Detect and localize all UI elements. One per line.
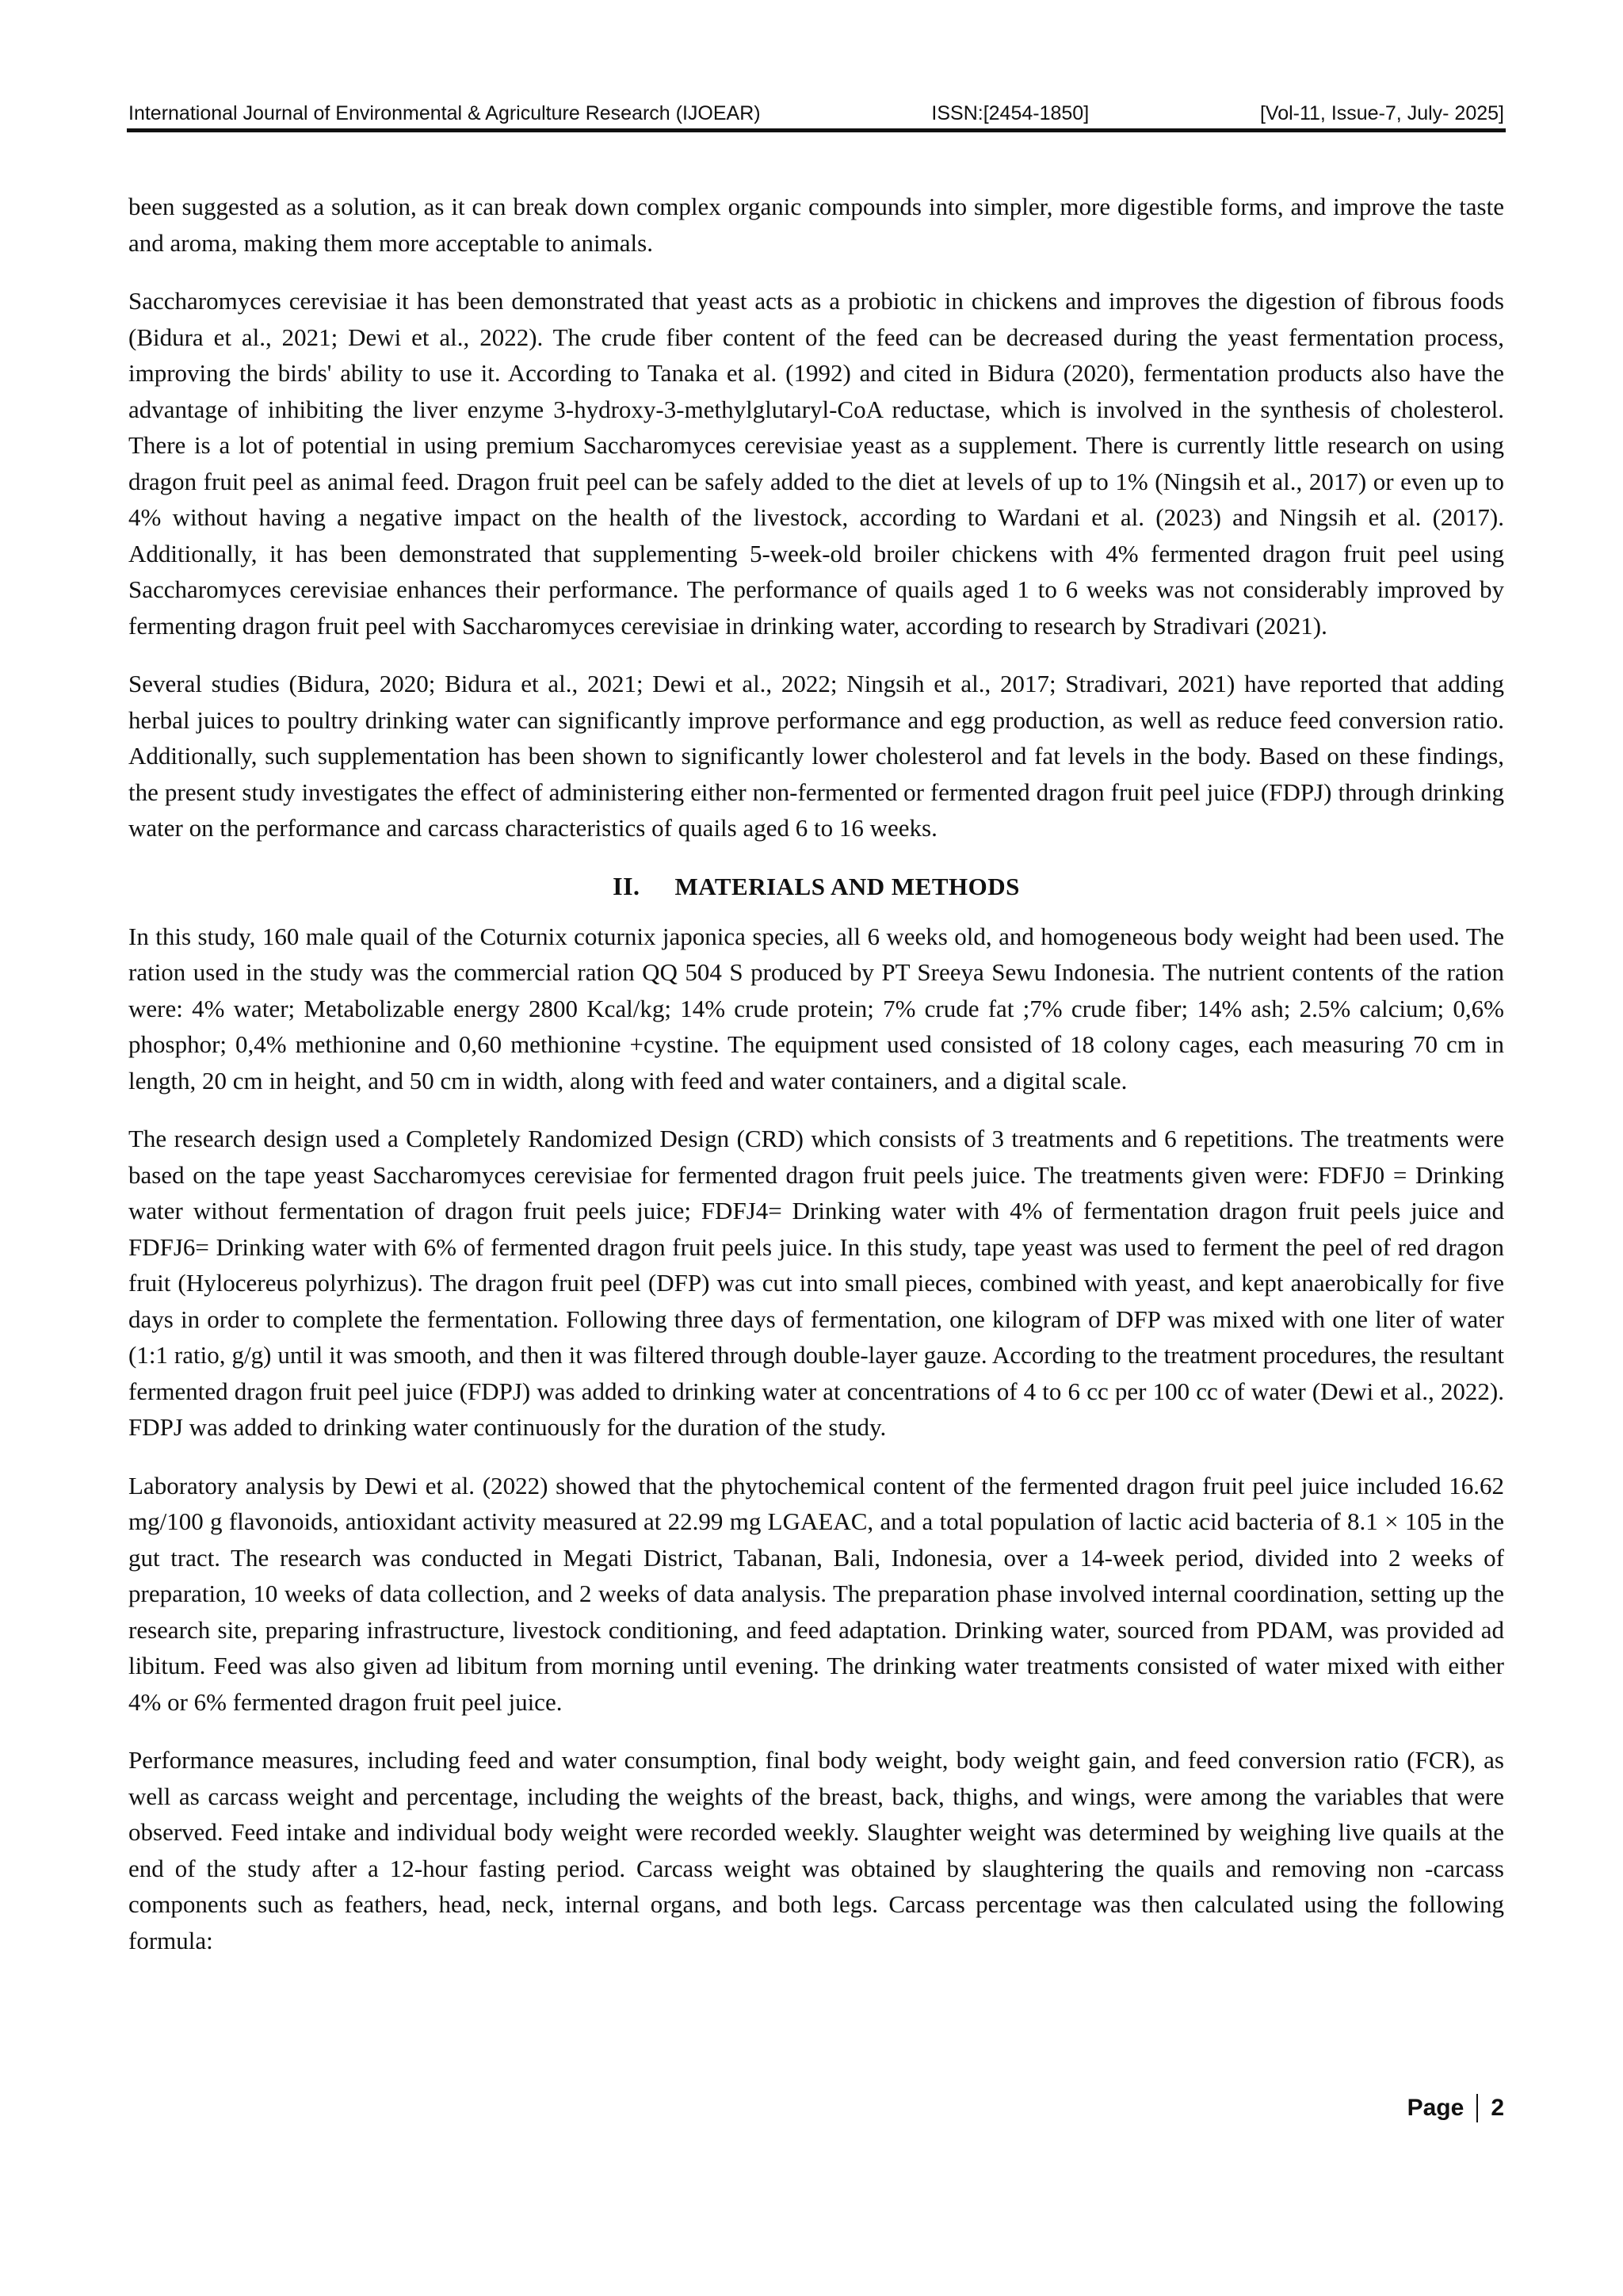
issn: ISSN:[2454-1850] [931, 102, 1090, 124]
section-title: MATERIALS AND METHODS [674, 872, 1020, 900]
paragraph: In this study, 160 male quail of the Coturnix coturnix japonica species, all 6 weeks old, and homogeneous body weight had been used. The ration used in the study was the commercial ration QQ 504 S produced by PT Sreeya Sewu Indonesia. The nutrient contents of the ration were: 4% water; Metabolizable energy 2800 Kcal/kg; 14% crude protein; 7% crude fat ;7% crude fiber; 14% ash; 2.5% calcium; 0,6% phosphor; 0,4% methionine and 0,60 methionine +cystine. The equipment used consisted of 18 colony cages, each measuring 70 cm in length, 20 cm in height, and 50 cm in width, along with feed and water containers, and a digital scale. [128, 922, 1504, 1095]
section-heading [128, 869, 1504, 904]
article-body [128, 189, 1504, 1981]
section-number: II. [613, 871, 640, 900]
paragraph: Several studies (Bidura, 2020; Bidura et al., 2021; Dewi et al., 2022; Ningsih et al., 2017; Stradivari, 2021) have reported that adding herbal juices to poultry drinking water can significantly improve performance and egg production, as well as reduce feed conversion ratio. Additionally, such supplementation has been shown to significantly lower cholesterol and fat levels in the body. Based on these findings, the present study investigates the effect of administering either non-fermented or fermented dragon fruit peel juice (FDPJ) through drinking water on the performance and carcass characteristics of quails aged 6 to 16 weeks. [128, 670, 1504, 842]
page-label: Page [1407, 2095, 1465, 2121]
page-number: 2 [1491, 2095, 1504, 2121]
paragraph: Saccharomyces cerevisiae it has been demonstrated that yeast acts as a probiotic in chickens and improves the digestion of fibrous foods (Bidura et al., 2021; Dewi et al., 2022). The crude fiber content of the feed can be decreased during the yeast fermentation process, improving the birds' ability to use it. According to Tanaka et al. (1992) and cited in Bidura (2020), fermentation products also have the advantage of inhibiting the liver enzyme 3-hydroxy-3-methylglutaryl-CoA reductase, which is involved in the synthesis of cholesterol. There is a lot of potential in using premium Saccharomyces cerevisiae yeast as a supplement. There is currently little research on using dragon fruit peel as animal feed. Dragon fruit peel can be safely added to the diet at levels of up to 1% (Ningsih et al., 2017) or even up to 4% without having a negative impact on the health of the livestock, according to Wardani et al. (2023) and Ningsih et al. (2017). Additionally, it has been demonstrated that supplementing 5-week-old broiler chickens with 4% fermented dragon fruit peel using Saccharomyces cerevisiae enhances their performance. The performance of quails aged 1 to 6 weeks was not considerably improved by fermenting dragon fruit peel with Saccharomyces cerevisiae in drinking water, according to research by Stradivari (2021). [128, 287, 1504, 640]
header-rule [127, 128, 1506, 132]
page-footer [1407, 2094, 1504, 2122]
paragraph: been suggested as a solution, as it can break down complex organic compounds into simpler, more digestible forms, and improve the taste and aroma, making them more acceptable to animals. [128, 193, 1504, 257]
footer-divider [1476, 2094, 1478, 2122]
volume-issue: [Vol-11, Issue-7, July- 2025] [1259, 102, 1504, 124]
paragraph: Laboratory analysis by Dewi et al. (2022) showed that the phytochemical content of the fermented dragon fruit peel juice included 16.62 mg/100 g flavonoids, antioxidant activity measured at 22.99 mg LGAEAC, and a total population of lactic acid bacteria of 8.1 × 105 in the gut tract. The research was conducted in Megati District, Tabanan, Bali, Indonesia, over a 14-week period, divided into 2 weeks of preparation, 10 weeks of data collection, and 2 weeks of data analysis. The preparation phase involved internal coordination, setting up the research site, preparing infrastructure, livestock conditioning, and feed adaptation. Drinking water, sourced from PDAM, was provided ad libitum. Feed was also given ad libitum from morning until evening. The drinking water treatments consisted of water mixed with either 4% or 6% fermented dragon fruit peel juice. [128, 1471, 1504, 1716]
paragraph: Performance measures, including feed and water consumption, final body weight, body weight gain, and feed conversion ratio (FCR), as well as carcass weight and percentage, including the weights of the breast, back, thighs, and wings, were among the variables that were observed. Feed intake and individual body weight were recorded weekly. Slaughter weight was determined by weighing live quails at the end of the study after a 12-hour fasting period. Carcass weight was obtained by slaughtering the quails and removing non -carcass components such as feathers, head, neck, internal organs, and both legs. Carcass percentage was then calculated using the following formula: [128, 1746, 1504, 1954]
journal-name: International Journal of Environmental & Agriculture Research (IJOEAR) [128, 102, 761, 124]
paragraph: The research design used a Completely Randomized Design (CRD) which consists of 3 treatments and 6 repetitions. The treatments were based on the tape yeast Saccharomyces cerevisiae for fermented dragon fruit peels juice. The treatments given were: FDFJ0 = Drinking water without fermentation of dragon fruit peels juice; FDFJ4= Drinking water with 4% of fermentation dragon fruit peels juice and FDFJ6= Drinking water with 6% of fermented dragon fruit peels juice. In this study, tape yeast was used to ferment the peel of red dragon fruit (Hylocereus polyrhizus). The dragon fruit peel (DFP) was cut into small pieces, combined with yeast, and kept anaerobically for five days in order to complete the fermentation. Following three days of fermentation, one kilogram of DFP was mixed with one liter of water (1:1 ratio, g/g) until it was smooth, and then it was filtered through double-layer gauze. According to the treatment procedures, the resultant fermented dragon fruit peel juice (FDPJ) was added to drinking water at concentrations of 4 to 6 cc per 100 cc of water (Dewi et al., 2022). FDPJ was added to drinking water continuously for the duration of the study. [128, 1125, 1504, 1441]
running-header [128, 94, 1504, 125]
